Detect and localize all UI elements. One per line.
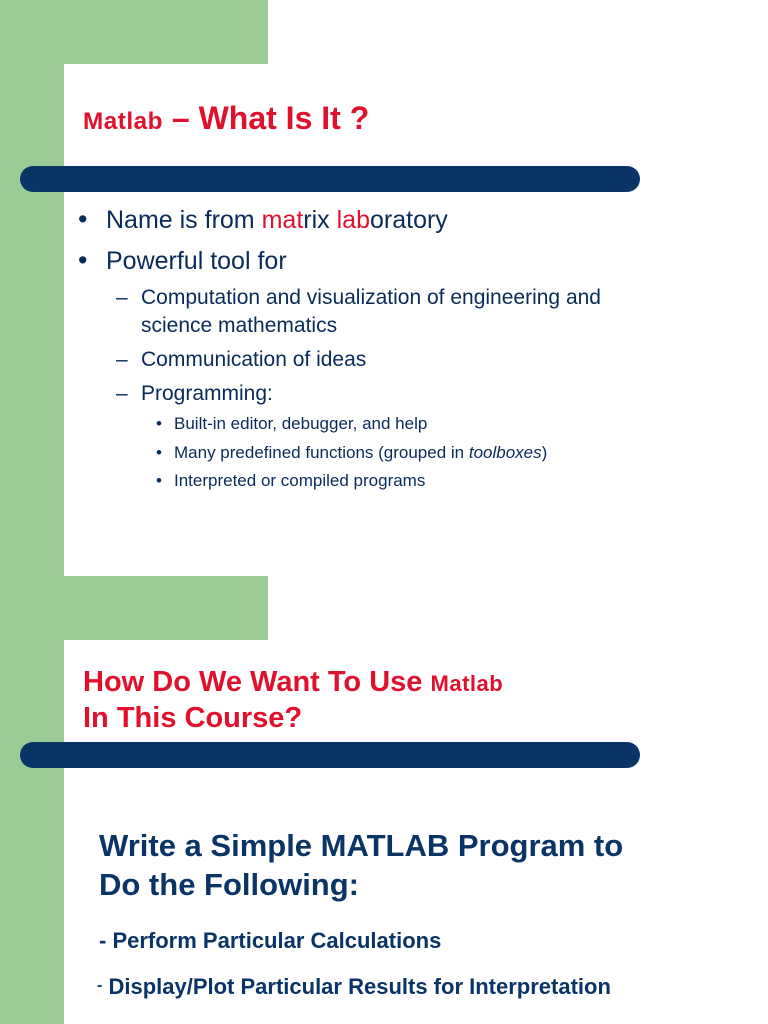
bullet-dot-icon: • xyxy=(78,245,88,275)
action-perform-calculations: - Perform Particular Calculations xyxy=(99,928,442,953)
subsub-interpreted xyxy=(156,471,425,491)
subsub-text: Built-in editor, debugger, and help xyxy=(174,414,428,433)
subitem-text: Communication of ideas xyxy=(141,348,367,371)
bullet-dot-icon: • xyxy=(156,471,162,490)
bullet-name-origin xyxy=(78,204,448,235)
action-display-plot: - Display/Plot Particular Results for Interpretation xyxy=(97,974,611,999)
bullet-text: Name is from matrix laboratory xyxy=(106,206,448,234)
green-side-strip xyxy=(0,576,64,1024)
bullet-dot-icon: • xyxy=(156,414,162,433)
subitem-text: Programming: xyxy=(141,382,273,405)
dash-icon: – xyxy=(116,382,128,405)
slide-title: How Do We Want To Use Matlab In This Course? xyxy=(83,666,504,734)
title-divider-bar xyxy=(20,742,640,768)
dash-icon: – xyxy=(116,348,128,371)
subsub-text: Many predefined functions (grouped in toolboxes) xyxy=(174,443,548,462)
green-side-strip xyxy=(0,0,64,576)
subitem-text: Computation and visualization of engineering and science mathematics xyxy=(141,286,601,337)
subsub-text: Interpreted or compiled programs xyxy=(174,471,426,490)
dash-icon: – xyxy=(116,286,128,309)
subitem-computation xyxy=(116,284,601,340)
slide-title xyxy=(83,100,369,140)
subsub-built-in-editor xyxy=(156,414,427,434)
bullet-text: Powerful tool for xyxy=(106,247,287,275)
subitem-programming xyxy=(116,380,273,408)
title-rest: – What Is It ? xyxy=(163,100,370,136)
bullet-powerful-tool xyxy=(78,245,287,276)
subsub-predefined-functions xyxy=(156,443,547,463)
dash-icon: - xyxy=(97,977,103,994)
title-divider-bar xyxy=(20,166,640,192)
bullet-dot-icon: • xyxy=(78,204,88,234)
bullet-dot-icon: • xyxy=(156,443,162,462)
slide-how-to-use-matlab xyxy=(0,576,768,1024)
matlab-brand-text: Matlab xyxy=(430,671,504,696)
program-heading: Write a Simple MATLAB Program to Do the Following: xyxy=(99,828,624,902)
subitem-communication xyxy=(116,346,366,374)
matlab-brand-text: Matlab xyxy=(83,108,163,135)
